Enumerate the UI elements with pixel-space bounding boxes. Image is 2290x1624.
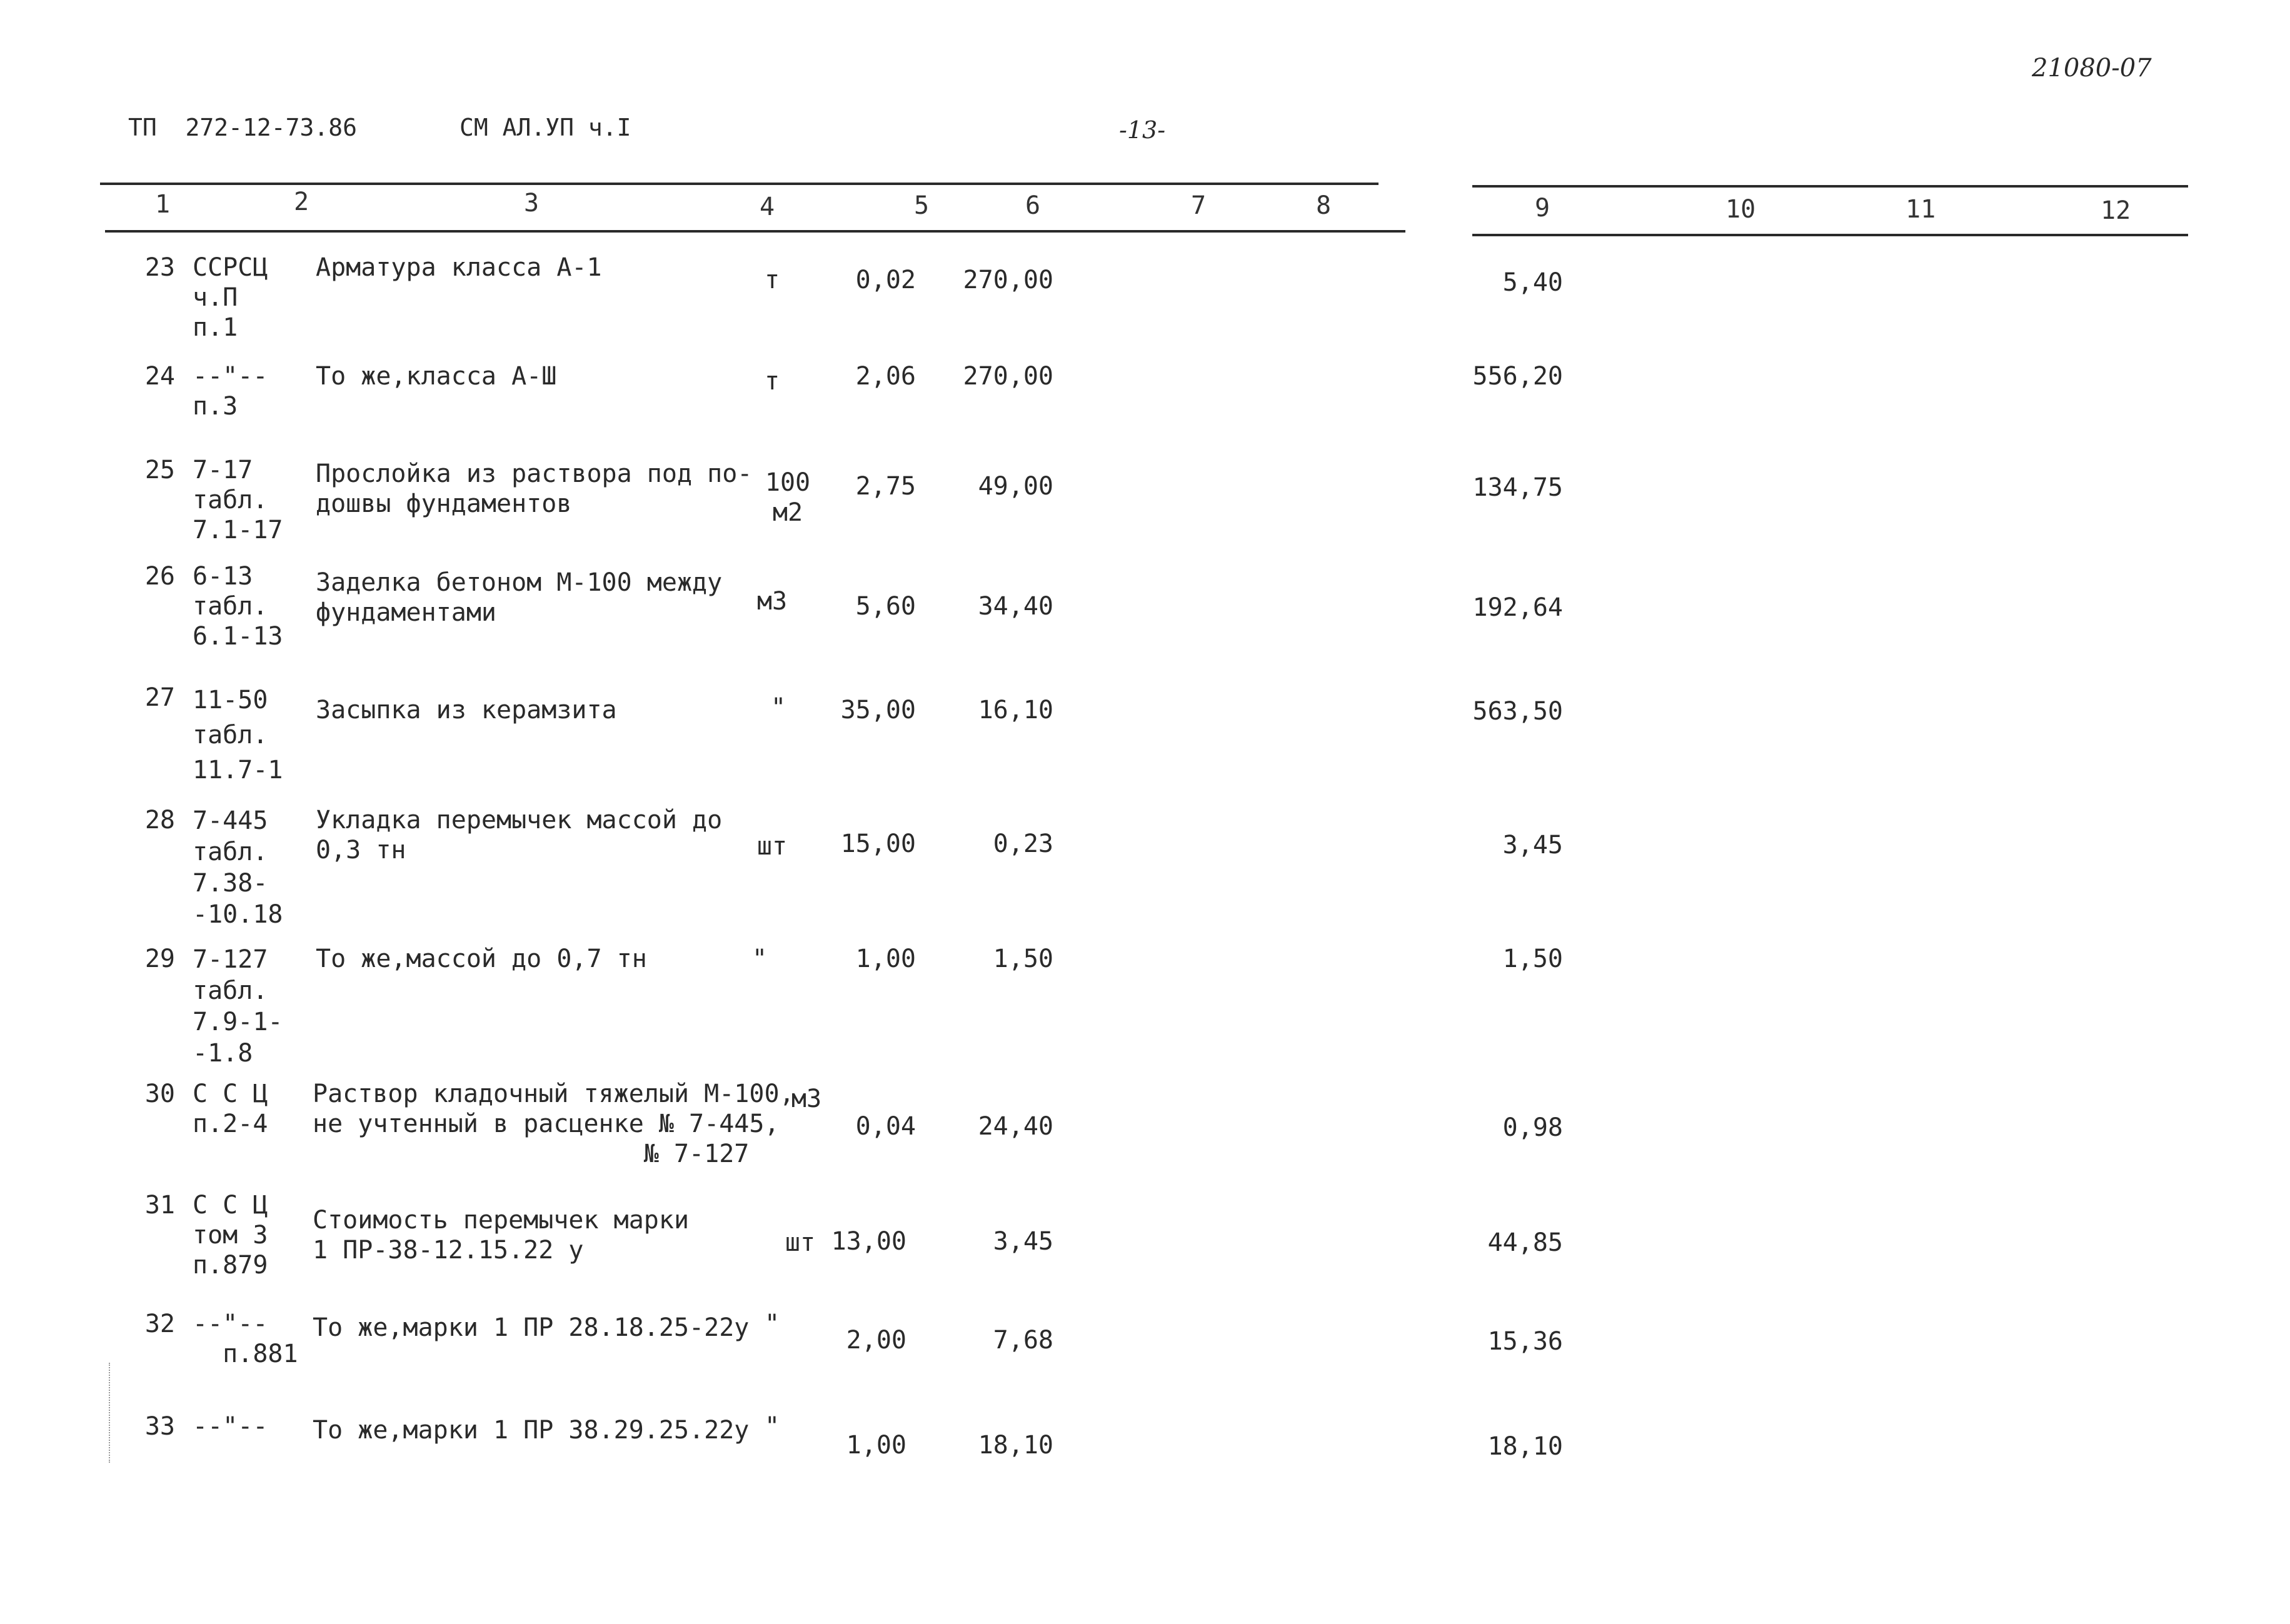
unit: шт bbox=[756, 832, 788, 861]
row-number: 28 bbox=[144, 806, 175, 835]
unit: 100 м2 bbox=[765, 468, 811, 527]
quantity: 2,06 bbox=[855, 362, 916, 391]
total-cost: 192,64 bbox=[1472, 593, 1563, 622]
column-header-11: 11 bbox=[1906, 195, 1936, 224]
column-header-10: 10 bbox=[1725, 195, 1756, 224]
column-header-8: 8 bbox=[1316, 191, 1332, 220]
row-number: 27 bbox=[144, 683, 175, 712]
header-bottom-rule-left bbox=[105, 230, 1405, 233]
unit: " bbox=[764, 1310, 780, 1338]
rate-code: 7-445 табл. 7.38- -10.18 bbox=[193, 806, 283, 929]
row-number: 32 bbox=[144, 1310, 175, 1338]
rate-code: С С Ц п.2-4 bbox=[193, 1080, 268, 1138]
unit: " bbox=[764, 1412, 780, 1441]
quantity: 1,00 bbox=[855, 945, 916, 973]
unit-price: 7,68 bbox=[993, 1326, 1053, 1355]
quantity: 15,00 bbox=[840, 830, 916, 858]
column-header-5: 5 bbox=[914, 191, 930, 220]
work-description: То же,марки 1 ПР 28.18.25-22у bbox=[313, 1313, 750, 1342]
rate-code: 6-13 табл. 6.1-13 bbox=[193, 562, 283, 651]
row-number: 23 bbox=[144, 253, 175, 282]
document-code: ТП 272-12-73.86 bbox=[128, 114, 358, 141]
rate-code: --"-- п.881 bbox=[193, 1310, 298, 1368]
total-cost: 134,75 bbox=[1472, 473, 1563, 502]
row-number: 30 bbox=[144, 1080, 175, 1108]
rate-code: --"-- п.3 bbox=[193, 362, 268, 421]
total-cost: 5,40 bbox=[1502, 268, 1563, 297]
row-number: 29 bbox=[144, 945, 175, 973]
rate-code: 11-50 табл. 11.7-1 bbox=[193, 686, 283, 784]
work-description: То же,массой до 0,7 тн bbox=[316, 945, 647, 973]
unit: " bbox=[751, 945, 768, 973]
total-cost: 0,98 bbox=[1502, 1113, 1563, 1142]
total-cost: 3,45 bbox=[1502, 831, 1563, 860]
unit: м3 bbox=[756, 587, 788, 616]
unit: т bbox=[764, 367, 780, 396]
unit-price: 34,40 bbox=[978, 592, 1053, 621]
document-reference-number: 21080-07 bbox=[2032, 54, 2152, 83]
column-header-6: 6 bbox=[1025, 191, 1041, 220]
unit: т bbox=[764, 266, 780, 294]
header-top-rule-left bbox=[100, 183, 1379, 185]
column-header-1: 1 bbox=[155, 190, 171, 219]
unit: шт bbox=[785, 1228, 816, 1257]
unit-price: 0,23 bbox=[993, 830, 1053, 858]
unit-price: 49,00 bbox=[978, 472, 1053, 501]
total-cost: 18,10 bbox=[1487, 1432, 1563, 1461]
unit-price: 24,40 bbox=[978, 1112, 1053, 1141]
quantity: 13,00 bbox=[831, 1227, 906, 1256]
work-description: То же,класса А-Ш bbox=[316, 362, 557, 391]
work-description: Прослойка из раствора под по- дошвы фундаментов bbox=[316, 459, 753, 518]
rate-code: 7-17 табл. 7.1-17 bbox=[193, 456, 283, 544]
rate-code: 7-127 табл. 7.9-1- -1.8 bbox=[193, 945, 283, 1068]
header-top-rule-right bbox=[1472, 185, 2188, 188]
quantity: 2,75 bbox=[855, 472, 916, 501]
unit-price: 18,10 bbox=[978, 1431, 1053, 1460]
page-number: -13- bbox=[1119, 116, 1166, 144]
total-cost: 15,36 bbox=[1487, 1327, 1563, 1356]
unit-price: 270,00 bbox=[963, 362, 1053, 391]
unit-price: 16,10 bbox=[978, 696, 1053, 724]
total-cost: 44,85 bbox=[1487, 1228, 1563, 1257]
row-number: 25 bbox=[144, 456, 175, 484]
column-header-2: 2 bbox=[294, 188, 309, 216]
quantity: 35,00 bbox=[840, 696, 916, 724]
total-cost: 556,20 bbox=[1472, 362, 1563, 391]
row-number: 26 bbox=[144, 562, 175, 591]
work-description: То же,марки 1 ПР 38.29.25.22у bbox=[313, 1416, 750, 1445]
column-header-3: 3 bbox=[524, 189, 540, 218]
rate-code: ССРСЦ ч.П п.1 bbox=[193, 253, 268, 342]
row-number: 31 bbox=[144, 1191, 175, 1220]
work-description: Раствор кладочный тяжелый М-100, не учтенный в расценке № 7-445, № 7-127 bbox=[313, 1080, 795, 1168]
total-cost: 563,50 bbox=[1472, 697, 1563, 726]
quantity: 2,00 bbox=[846, 1326, 906, 1355]
quantity: 1,00 bbox=[846, 1431, 906, 1460]
column-header-4: 4 bbox=[760, 193, 775, 221]
quantity: 0,02 bbox=[855, 266, 916, 294]
unit: м3 bbox=[791, 1085, 822, 1113]
total-cost: 1,50 bbox=[1502, 945, 1563, 973]
column-header-9: 9 bbox=[1535, 194, 1550, 223]
work-description: Укладка перемычек массой до 0,3 тн bbox=[316, 806, 723, 865]
column-header-12: 12 bbox=[2101, 196, 2131, 225]
work-description: Заделка бетоном М-100 между фундаментами bbox=[316, 568, 723, 627]
quantity: 0,04 bbox=[855, 1112, 916, 1141]
unit: " bbox=[770, 693, 786, 722]
unit-price: 1,50 bbox=[993, 945, 1053, 973]
section-label: СМ АЛ.УП ч.I bbox=[460, 114, 631, 141]
work-description: Арматура класса А-1 bbox=[316, 253, 602, 282]
unit-price: 270,00 bbox=[963, 266, 1053, 294]
row-number: 24 bbox=[144, 362, 175, 391]
rate-code: С С Ц том 3 п.879 bbox=[193, 1191, 268, 1280]
unit-price: 3,45 bbox=[993, 1227, 1053, 1256]
work-description: Засыпка из керамзита bbox=[316, 696, 617, 724]
quantity: 5,60 bbox=[855, 592, 916, 621]
column-header-7: 7 bbox=[1191, 191, 1207, 220]
margin-dots bbox=[109, 1363, 111, 1463]
rate-code: --"-- bbox=[193, 1412, 268, 1441]
work-description: Стоимость перемычек марки 1 ПР-38-12.15.22 у bbox=[313, 1206, 690, 1265]
row-number: 33 bbox=[144, 1412, 175, 1441]
header-bottom-rule-right bbox=[1472, 234, 2188, 236]
